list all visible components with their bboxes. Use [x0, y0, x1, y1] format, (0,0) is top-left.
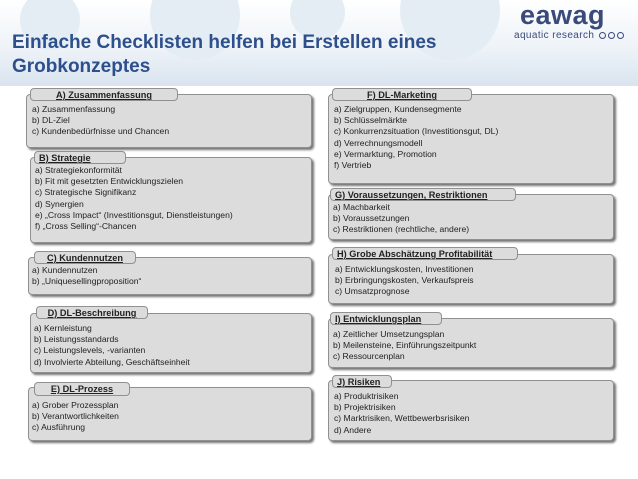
section-g-title: G) Voraussetzungen, Restriktionen [330, 188, 516, 201]
section-f-title: F) DL-Marketing [332, 88, 472, 101]
list-item: f) Vertrieb [334, 160, 372, 171]
section-b-list [35, 165, 233, 232]
list-item: b) Schlüsselmärkte [334, 115, 408, 126]
list-item: a) Entwicklungskosten, Investitionen [335, 264, 474, 274]
list-item: b) Erbringungskosten, Verkaufspreis [335, 275, 474, 286]
list-item: c) Restriktionen (rechtliche, andere) [333, 224, 470, 235]
section-c-title: C) Kundennutzen [34, 251, 136, 264]
section-j-title: J) Risiken [332, 375, 392, 388]
list-item: b) Projektrisiken [334, 402, 396, 413]
list-item: b) Verantwortlichkeiten [32, 411, 119, 422]
section-e-title: E) DL-Prozess [34, 382, 130, 396]
list-item: c) Konkurrenzsituation (Investitionsgut, DL) [334, 126, 499, 137]
section-h-list [335, 264, 474, 298]
section-f-list [334, 104, 498, 171]
list-item: e) „Cross Impact“ (Investitionsgut, Dienstleistungen) [35, 209, 233, 220]
list-item: e) Vermarktung, Promotion [334, 148, 437, 159]
section-i-title: I) Entwicklungsplan [330, 312, 442, 325]
section-b-title: B) Strategie [34, 151, 126, 164]
eawag-logo-subtitle: aquatic research [514, 30, 624, 41]
list-item: a) Zusammenfassung [32, 104, 116, 114]
list-item: a) Kundennutzen [32, 265, 98, 275]
list-item: a) Produktrisiken [334, 391, 399, 401]
list-item: a) Zielgruppen, Kundensegmente [334, 104, 462, 114]
logo-dots-icon [597, 30, 624, 41]
list-item: d) Verrechnungsmodell [334, 137, 423, 148]
list-item: b) Meilensteine, Einführungszeitpunkt [333, 340, 477, 351]
list-item: b) Fit mit gesetzten Entwicklungszielen [35, 176, 184, 187]
section-h-title: H) Grobe Abschätzung Profitabilität [332, 247, 518, 260]
list-item: b) Voraussetzungen [333, 213, 410, 224]
list-item: a) Machbarkeit [333, 202, 390, 212]
section-j-list [334, 391, 469, 436]
section-a-title: A) Zusammenfassung [30, 88, 178, 101]
list-item: a) Strategiekonformität [35, 165, 122, 175]
list-item: a) Kernleistung [34, 323, 92, 333]
list-item: c) Umsatzprognose [335, 286, 410, 297]
list-item: d) Synergien [35, 198, 84, 209]
section-d-list [34, 323, 190, 368]
list-item: c) Kundenbedürfnisse und Chancen [32, 126, 170, 137]
list-item: c) Marktrisiken, Wettbewerbsrisiken [334, 413, 470, 424]
list-item: f) „Cross Selling“-Chancen [35, 221, 137, 232]
section-a-list [32, 104, 169, 138]
section-e-list [32, 400, 119, 434]
section-i-list [333, 329, 476, 363]
list-item: b) Leistungsstandards [34, 334, 119, 345]
list-item: c) Strategische Signifikanz [35, 187, 137, 198]
slide-title: Einfache Checklisten helfen bei Erstellen eines Grobkonzeptes [12, 32, 437, 77]
section-d-title: D) DL-Beschreibung [36, 306, 148, 319]
list-item: c) Ausführung [32, 422, 86, 433]
section-c-list [32, 265, 141, 287]
list-item: c) Ressourcenplan [333, 351, 405, 362]
list-item: b) DL-Ziel [32, 115, 70, 126]
list-item: b) „Uniquesellingproposition“ [32, 276, 142, 287]
list-item: a) Zeitlicher Umsetzungsplan [333, 329, 445, 339]
section-g-list [333, 202, 469, 236]
list-item: c) Leistungslevels, -varianten [34, 345, 146, 356]
list-item: a) Grober Prozessplan [32, 400, 119, 410]
list-item: d) Involvierte Abteilung, Geschäftseinheit [34, 356, 190, 367]
list-item: d) Andere [334, 424, 372, 435]
eawag-logo: eawag [520, 0, 606, 30]
